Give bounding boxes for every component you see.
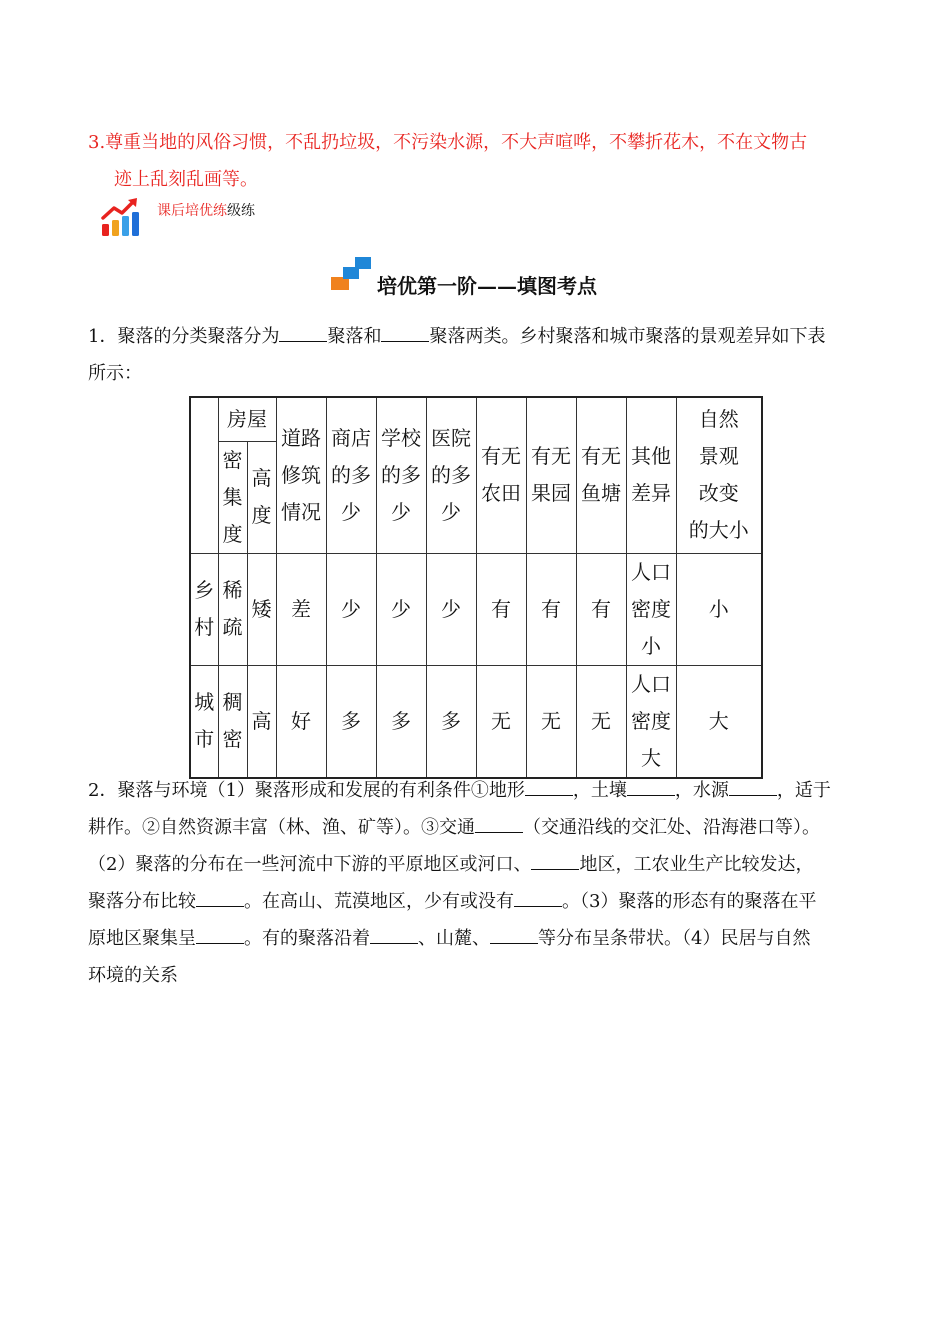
cell-xuexiao: 少 xyxy=(376,553,426,665)
section-title: 培优第一阶——填图考点 xyxy=(377,274,597,298)
header-midu: 密 集 度 xyxy=(218,441,247,553)
cell-shangdian: 多 xyxy=(326,665,376,778)
answer-blank[interactable] xyxy=(627,779,675,796)
header-guoyuan: 有无 果园 xyxy=(526,397,576,553)
q1-text-2: 聚落和 xyxy=(327,326,382,347)
cell-guoyuan: 无 xyxy=(526,665,576,778)
cell-yiyuan: 少 xyxy=(426,553,476,665)
cell-yiyuan: 多 xyxy=(426,665,476,778)
cell-gaodu: 高 xyxy=(247,665,276,778)
q2-line-2: 耕作。②自然资源丰富（林、渔、矿等）。③交通 （交通沿线的交汇处、沿海港口等）。 xyxy=(88,817,820,838)
badge-label-colored: 课后培优练 xyxy=(157,203,227,219)
cell-qita: 人口 密度 大 xyxy=(626,665,676,778)
header-yiyuan: 医院 的多 少 xyxy=(426,397,476,553)
cell-gaodu: 矮 xyxy=(247,553,276,665)
header-shangdian: 商店 的多 少 xyxy=(326,397,376,553)
question-2 xyxy=(88,772,878,994)
table-row xyxy=(190,665,762,778)
header-ziran: 自然 景观 改变 的大小 xyxy=(676,397,762,553)
answer-blank[interactable] xyxy=(490,927,538,944)
header-fangwu: 房屋 xyxy=(218,397,276,441)
badge-label xyxy=(157,200,255,220)
cell-nongtian: 有 xyxy=(476,553,526,665)
point-3-line-1: 3.尊重当地的风俗习惯，不乱扔垃圾，不污染水源，不大声喧哗，不攀折花木，不在文物古 xyxy=(88,132,808,153)
chart-growth-icon xyxy=(100,196,144,240)
answer-blank[interactable] xyxy=(196,890,244,907)
settlement-comparison-table xyxy=(189,396,763,779)
answer-blank[interactable] xyxy=(279,325,327,342)
q2-line-1: 2．聚落与环境（1）聚落形成和发展的有利条件①地形 ，土壤 ，水源 ，适于 xyxy=(88,780,831,801)
stairs-icon xyxy=(331,257,373,291)
cell-daolu: 好 xyxy=(276,665,326,778)
answer-blank[interactable] xyxy=(531,853,579,870)
q2-line-4: 聚落分布比较 。在高山、荒漠地区，少有或没有 。（3）聚落的形态有的聚落在平 xyxy=(88,891,817,912)
header-qita: 其他 差异 xyxy=(626,397,676,553)
cell-qita: 人口 密度 小 xyxy=(626,553,676,665)
row-name: 城 市 xyxy=(190,665,218,778)
header-daolu: 道路 修筑 情况 xyxy=(276,397,326,553)
cell-ziran: 小 xyxy=(676,553,762,665)
answer-blank[interactable] xyxy=(475,816,523,833)
header-empty-cell xyxy=(190,397,218,553)
cell-shangdian: 少 xyxy=(326,553,376,665)
q1-text-4: 所示： xyxy=(88,363,142,384)
q1-text-3: 聚落两类。乡村聚落和城市聚落的景观差异如下表 xyxy=(429,326,826,347)
badge-label-dark: 级练 xyxy=(227,203,255,219)
cell-guoyuan: 有 xyxy=(526,553,576,665)
answer-blank[interactable] xyxy=(729,779,777,796)
q2-line-5: 原地区聚集呈 。有的聚落沿着 、山麓、 等分布呈条带状。（4）民居与自然 xyxy=(88,928,811,949)
answer-blank[interactable] xyxy=(514,890,562,907)
question-1 xyxy=(88,318,878,392)
q1-text-1: 1．聚落的分类聚落分为 xyxy=(88,326,280,347)
cell-ziran: 大 xyxy=(676,665,762,778)
cell-daolu: 差 xyxy=(276,553,326,665)
row-name: 乡 村 xyxy=(190,553,218,665)
point-3-text xyxy=(88,124,868,198)
header-xuexiao: 学校 的多 少 xyxy=(376,397,426,553)
cell-yutang: 有 xyxy=(576,553,626,665)
answer-blank[interactable] xyxy=(525,779,573,796)
answer-blank[interactable] xyxy=(370,927,418,944)
cell-midu: 稀 疏 xyxy=(218,553,247,665)
cell-midu: 稠 密 xyxy=(218,665,247,778)
cell-nongtian: 无 xyxy=(476,665,526,778)
answer-blank[interactable] xyxy=(381,325,429,342)
table-row xyxy=(190,553,762,665)
answer-blank[interactable] xyxy=(196,927,244,944)
q2-line-6: 环境的关系 xyxy=(88,965,178,986)
q2-line-3: （2）聚落的分布在一些河流中下游的平原地区或河口、 地区，工农业生产比较发达， xyxy=(88,854,814,875)
header-nongtian: 有无 农田 xyxy=(476,397,526,553)
cell-yutang: 无 xyxy=(576,665,626,778)
point-3-line-2: 迹上乱刻乱画等。 xyxy=(114,169,258,190)
cell-xuexiao: 多 xyxy=(376,665,426,778)
header-yutang: 有无 鱼塘 xyxy=(576,397,626,553)
header-gaodu: 高 度 xyxy=(247,441,276,553)
